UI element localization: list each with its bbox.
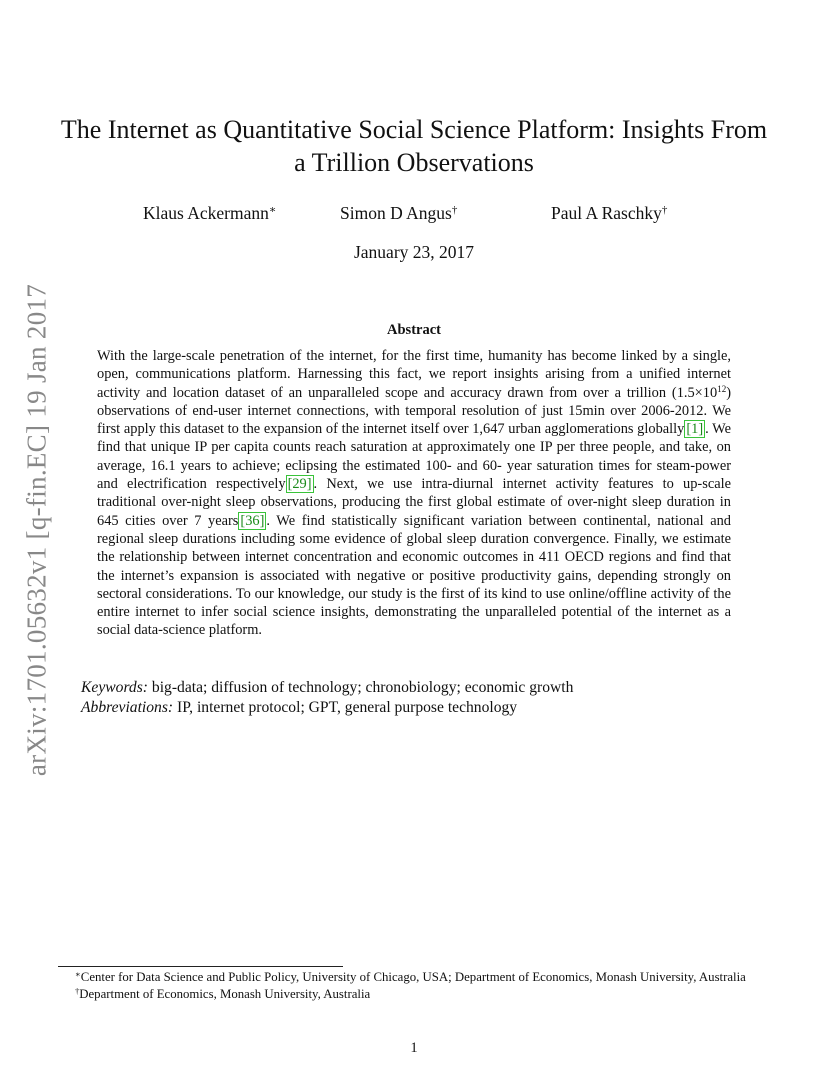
- footnote-mark: †: [75, 985, 80, 996]
- abstract-text-2: ) observations of end-user internet connections, with temporal resolution of just 15min over 2006-2012. We first apply this dataset to the expansion of the internet itself over 1,647 urban agglomerations globally: [97, 384, 731, 438]
- keywords-block: [81, 678, 761, 718]
- citation-link[interactable]: [1]: [686, 421, 704, 438]
- abstract-heading: Abstract: [387, 322, 441, 338]
- footnote-2: [58, 986, 770, 1003]
- citation-link[interactable]: [29]: [287, 476, 312, 493]
- abbreviations-label: Abbreviations:: [81, 699, 174, 716]
- abstract-text-1: With the large-scale penetration of the internet, for the first time, humanity has become linked by a single, open, communications platform. Harnessing this fact, we report insights arising from a unified internet activity and location dataset of an unparalleled scope and accuracy drawn from over a trillion (1.5×10: [97, 348, 731, 401]
- author-name: Klaus Ackermann: [143, 203, 269, 223]
- arxiv-stamp: arXiv:1701.05632v1 [q-fin.EC] 19 Jan 2017: [21, 283, 52, 777]
- author-name: Paul A Raschky: [551, 203, 662, 223]
- keywords-line: [81, 678, 761, 698]
- abbreviations-line: [81, 698, 761, 718]
- footnote-1: [58, 969, 770, 986]
- abstract-text-4: . Next, we use intra-diurnal internet activity features to up-scale traditional over-night sleep observations, producing the first global estimate of over-night sleep duration in 645 cities over 7 years: [97, 476, 731, 529]
- author-mark: †: [451, 204, 458, 216]
- publication-date: January 23, 2017: [353, 242, 475, 262]
- abstract-text-5: . We find statistically significant variation between continental, national and regional sleep durations including some evidence of global sleep duration convergence. Finally, we estimate the relationship between internet concentration and economic outcomes in 411 OECD regions and find that the internet’s expansion is associated with negative or positive productivity gains, depending strongly on sectoral considerations. To our knowledge, our study is the first of its kind to use online/offline activity of the entire internet to infer social science insights, demonstrating the unparalleled potential of the internet as a social data-science platform.: [97, 512, 731, 639]
- author-3: [551, 203, 667, 224]
- footnotes: [58, 969, 770, 1002]
- citation-link[interactable]: [36]: [240, 512, 265, 529]
- author-name: Simon D Angus: [340, 203, 452, 223]
- footnote-text: Department of Economics, Monash University, Australia: [79, 986, 371, 1001]
- abbreviations-text: IP, internet protocol; GPT, general purpose technology: [177, 699, 518, 716]
- footnote-mark: ∗: [75, 969, 81, 979]
- page-number: 1: [410, 1040, 418, 1056]
- author-mark: ∗: [268, 204, 277, 216]
- paper-title: The Internet as Quantitative Social Science Platform: Insights From a Trillion Observations: [60, 115, 768, 177]
- abstract-text-3: . We find that unique IP per capita counts reach saturation at approximately one IP per three people, and take, on average, 16.1 years to achieve; eclipsing the estimated 100- and 60- year saturation times for steam-power and electrification respectively: [97, 421, 731, 493]
- abstract-body: [97, 347, 731, 640]
- author-1: [143, 203, 276, 224]
- author-2: [340, 203, 457, 224]
- keywords-text: big-data; diffusion of technology; chronobiology; economic growth: [151, 679, 574, 696]
- footnote-text: Center for Data Science and Public Policy, University of Chicago, USA; Department of Economics, Monash University, Australia: [80, 970, 746, 984]
- abstract-exponent: 12: [717, 383, 727, 394]
- author-mark: †: [661, 204, 668, 216]
- keywords-label: Keywords:: [81, 679, 148, 696]
- footnote-divider: [58, 966, 343, 967]
